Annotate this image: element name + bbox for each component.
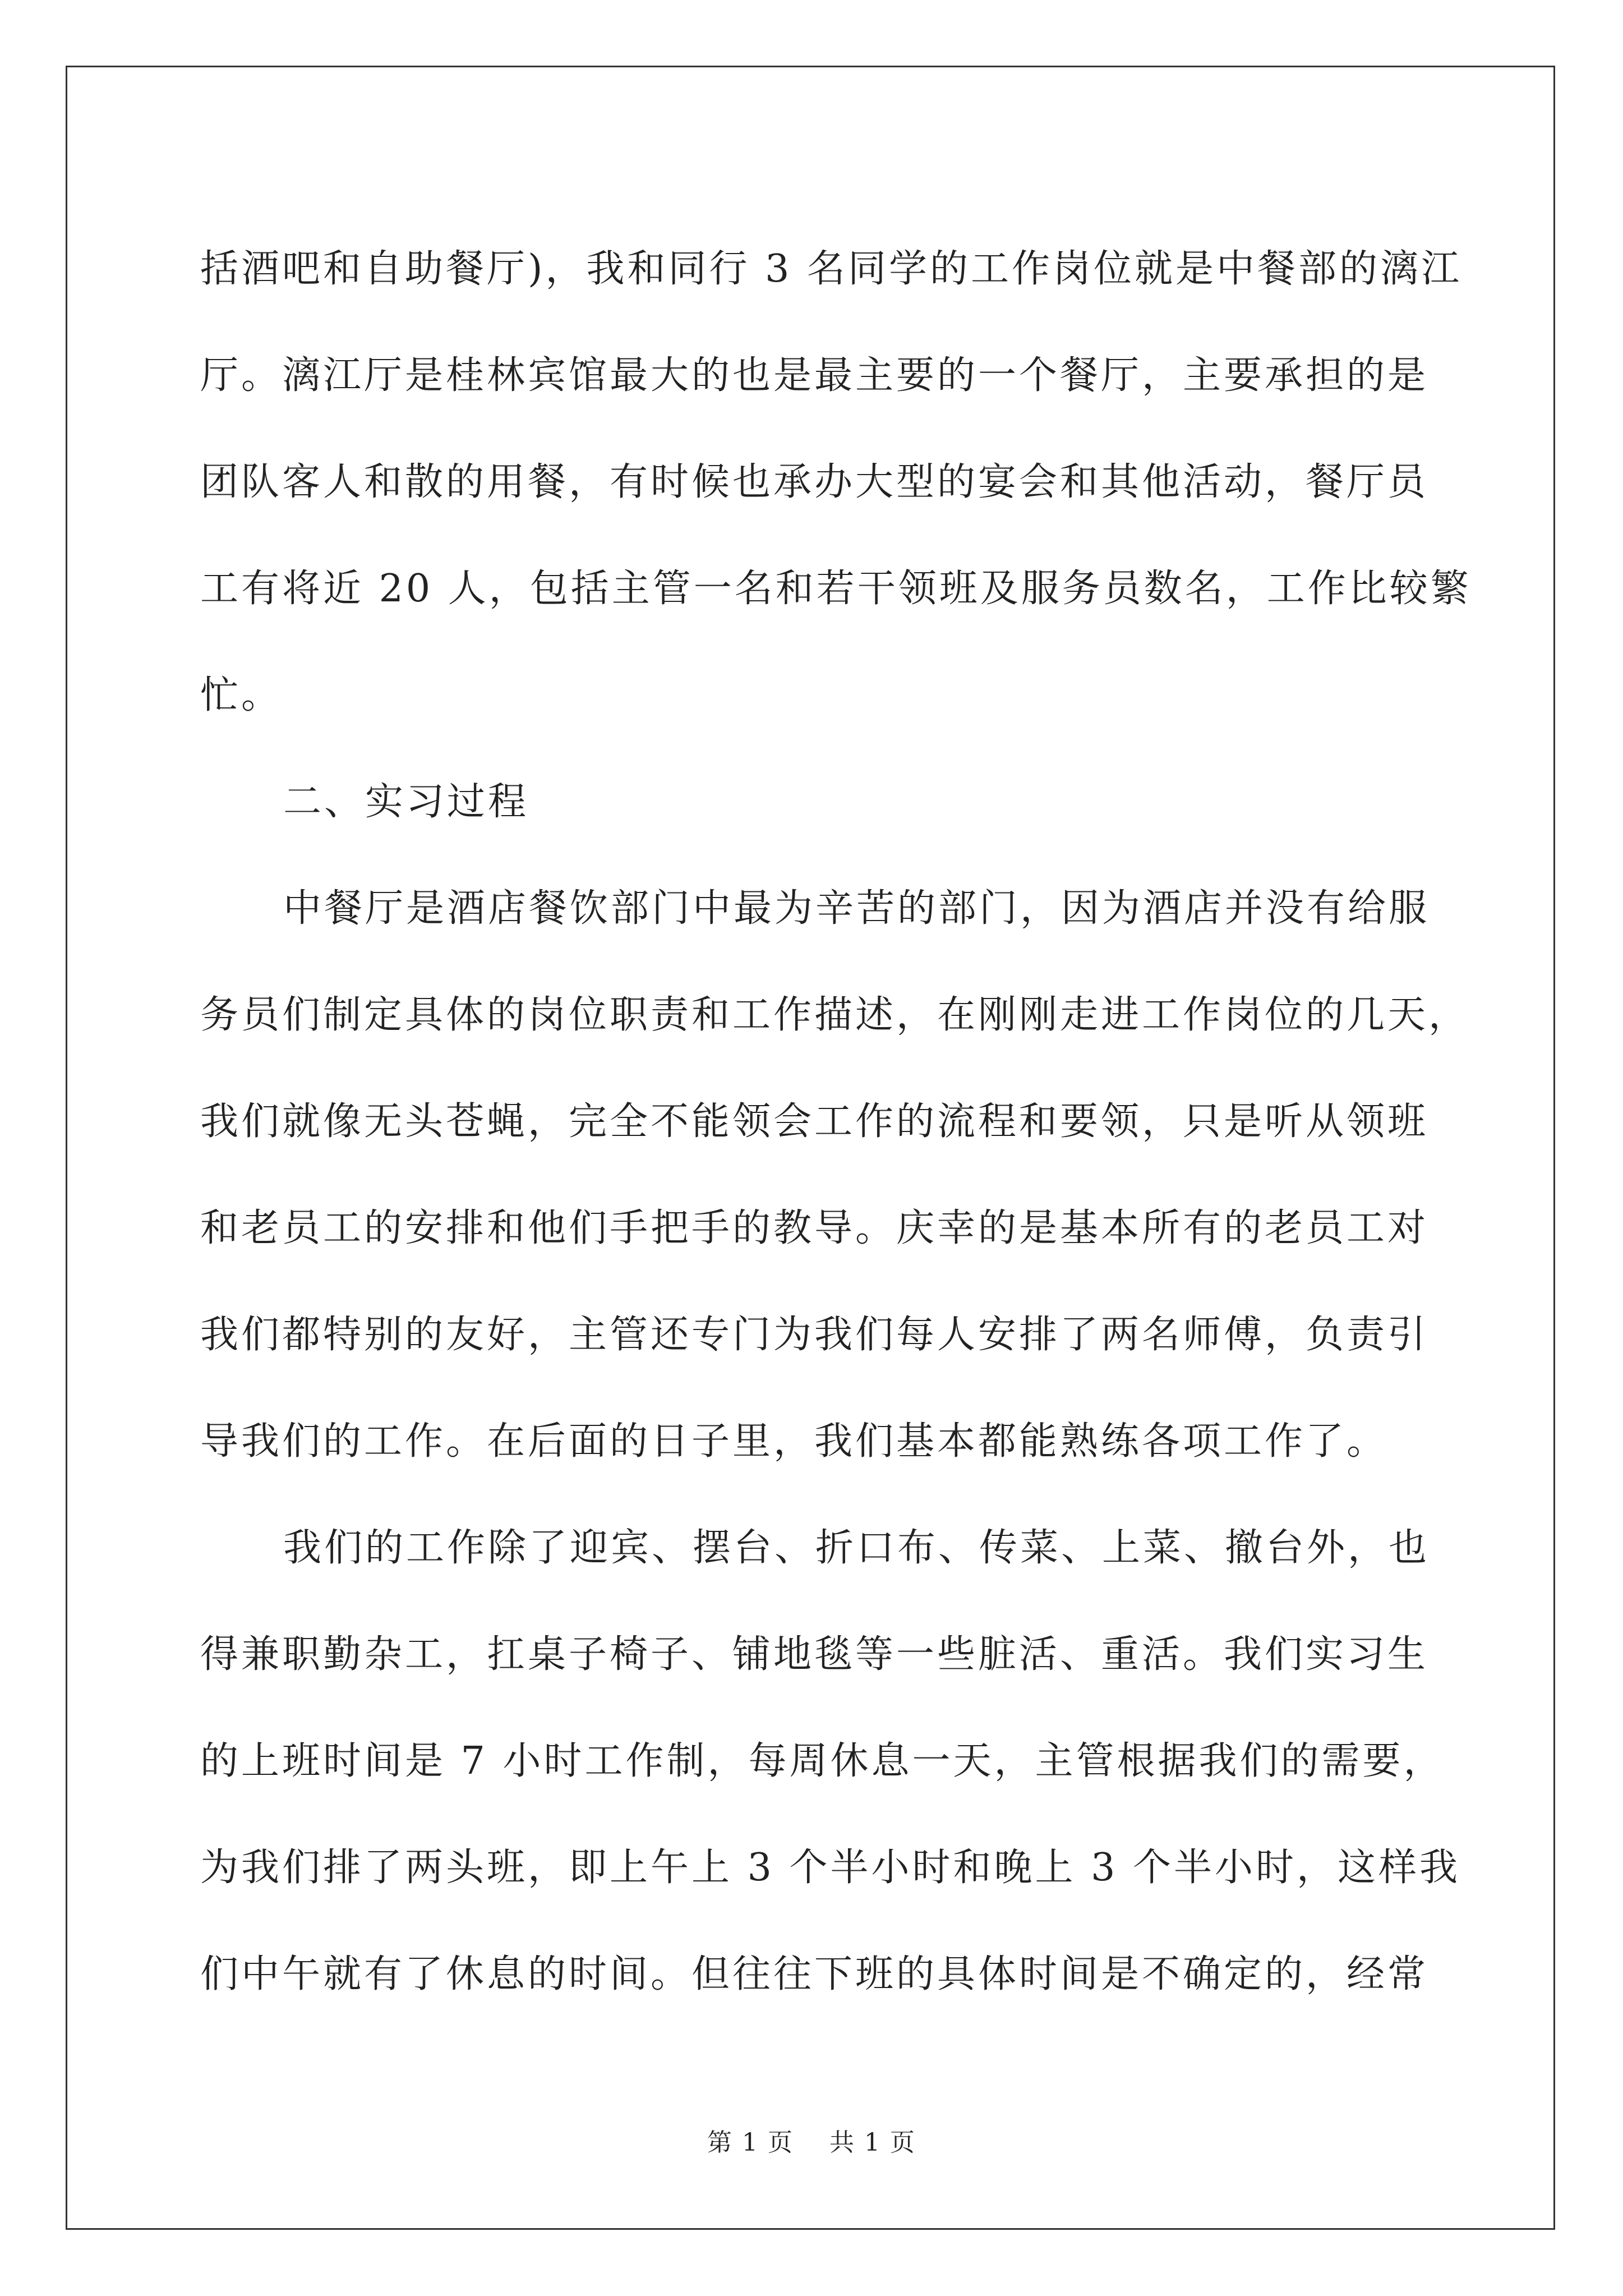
text-line: 团队客人和散的用餐，有时候也承办大型的宴会和其他活动，餐厅员 bbox=[200, 460, 1429, 504]
text-line: 为我们排了两头班，即上午上 3 个半小时和晚上 3 个半小时，这样我 bbox=[200, 1846, 1460, 1890]
text-line: 我们都特别的友好，主管还专门为我们每人安排了两名师傅，负责引 bbox=[200, 1313, 1429, 1357]
page-number: 第 1 页 bbox=[707, 2128, 794, 2157]
text-line: 导我们的工作。在后面的日子里，我们基本都能熟练各项工作了。 bbox=[200, 1419, 1388, 1464]
text-line: 工有将近 20 人，包括主管一名和若干领班及服务员数名，工作比较繁 bbox=[200, 567, 1472, 611]
page-footer bbox=[0, 2126, 1623, 2160]
text-line: 的上班时间是 7 小时工作制，每周休息一天，主管根据我们的需要， bbox=[200, 1739, 1445, 1783]
text-line: 务员们制定具体的岗位职责和工作描述，在刚刚走进工作岗位的几天， bbox=[200, 993, 1470, 1037]
text-line: 我们就像无头苍蝇，完全不能领会工作的流程和要领，只是听从领班 bbox=[200, 1099, 1429, 1144]
document-body bbox=[200, 216, 1472, 2028]
text-line: 我们的工作除了迎宾、摆台、折口布、传菜、上菜、撤台外，也 bbox=[283, 1526, 1430, 1570]
text-line: 厅。漓江厅是桂林宾馆最大的也是最主要的一个餐厅，主要承担的是 bbox=[200, 353, 1429, 398]
text-line: 得兼职勤杂工，扛桌子椅子、铺地毯等一些脏活、重活。我们实习生 bbox=[200, 1632, 1429, 1677]
text-line: 中餐厅是酒店餐饮部门中最为辛苦的部门，因为酒店并没有给服 bbox=[283, 886, 1430, 931]
text-line: 括酒吧和自助餐厅)，我和同行 3 名同学的工作岗位就是中餐部的漓江 bbox=[200, 247, 1463, 291]
page-total: 共 1 页 bbox=[829, 2128, 916, 2157]
text-line: 忙。 bbox=[200, 673, 283, 717]
text-line: 和老员工的安排和他们手把手的教导。庆幸的是基本所有的老员工对 bbox=[200, 1206, 1429, 1250]
text-line: 们中午就有了休息的时间。但往往下班的具体时间是不确定的，经常 bbox=[200, 1952, 1429, 1996]
section-heading: 二、实习过程 bbox=[283, 780, 529, 824]
